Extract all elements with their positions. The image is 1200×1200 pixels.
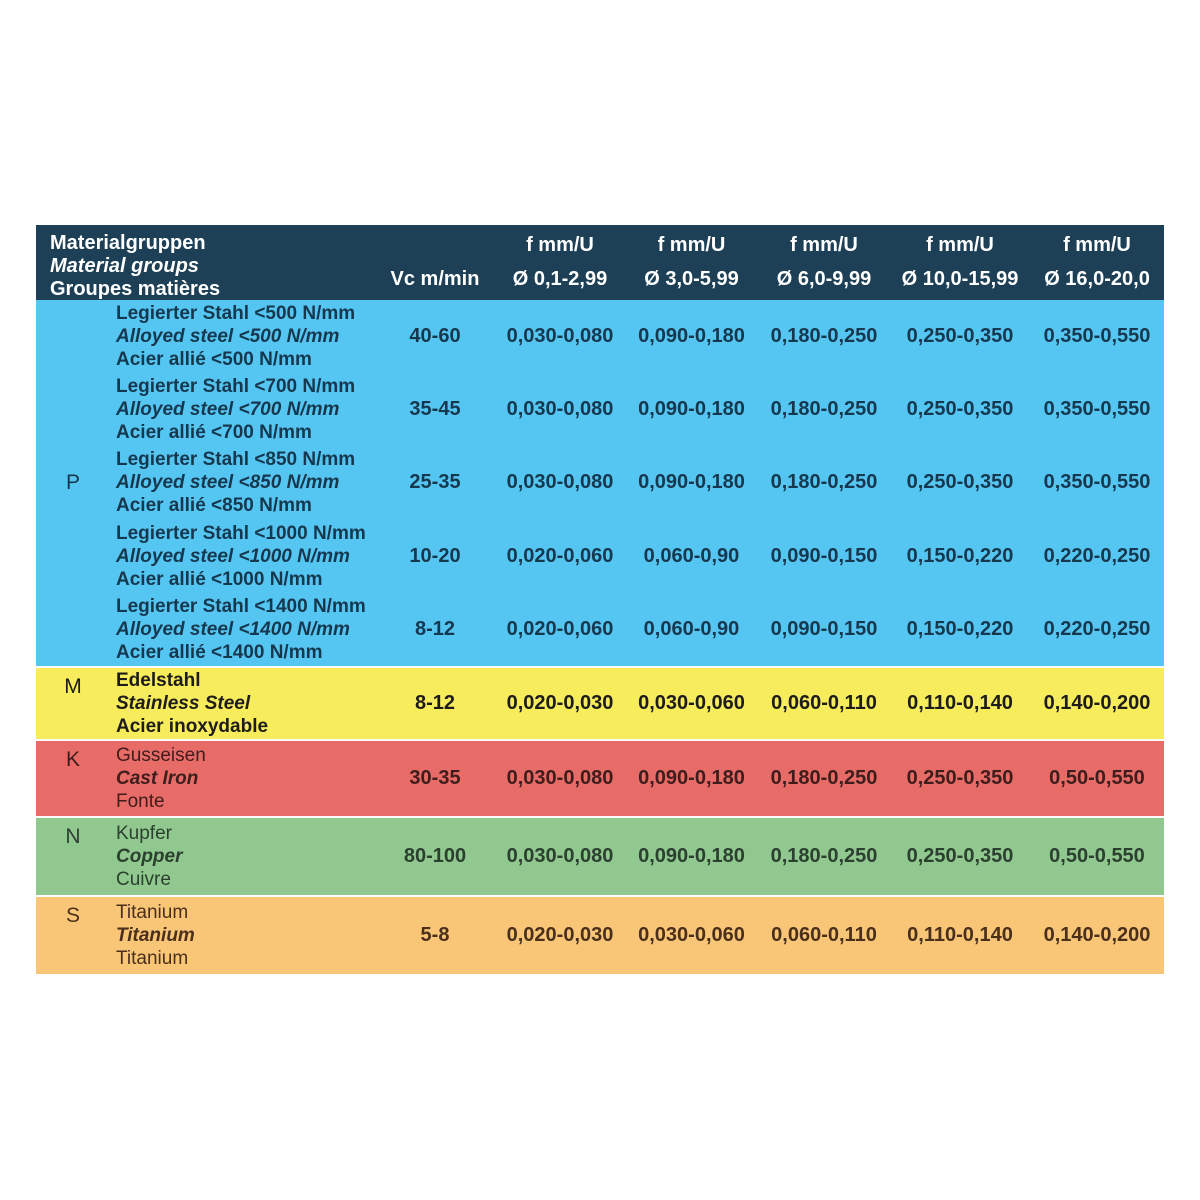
material-name-fr: Acier allié <1400 N/mm xyxy=(116,641,323,663)
vc-value: 8-12 xyxy=(414,617,456,640)
feed-value: 0,350-0,550 xyxy=(1043,325,1151,348)
feed-value: 0,060-0,90 xyxy=(643,617,740,640)
material-name-fr: Acier allié <500 N/mm xyxy=(116,349,312,371)
feed-unit-label: f mm/U xyxy=(657,234,726,256)
feed-value: 0,250-0,350 xyxy=(906,325,1014,348)
group-section-p xyxy=(36,300,1164,666)
table-row xyxy=(110,373,1164,446)
feed-value: 0,150-0,220 xyxy=(906,544,1014,567)
feed-value: 0,030-0,060 xyxy=(638,923,745,946)
group-m-rows xyxy=(110,668,1164,739)
feed-value: 0,50-0,550 xyxy=(1049,844,1145,867)
material-name-de: Titanium xyxy=(116,901,189,923)
feed-value: 0,030-0,080 xyxy=(506,325,614,348)
table-row xyxy=(110,446,1164,519)
feed-value: 0,090-0,180 xyxy=(638,766,745,789)
feed-value: 0,350-0,550 xyxy=(1043,398,1151,421)
material-name-de: Legierter Stahl <700 N/mm xyxy=(116,376,356,398)
material-name-fr: Acier allié <1000 N/mm xyxy=(116,568,323,590)
feed-value: 0,150-0,220 xyxy=(906,617,1014,640)
material-name-de: Edelstahl xyxy=(116,669,201,691)
group-letter-p: P xyxy=(65,470,80,494)
header-material-groups-title xyxy=(36,225,375,301)
table-row xyxy=(110,300,1164,373)
material-name-en: Copper xyxy=(116,845,183,867)
group-section-k xyxy=(36,741,1164,816)
header-vc-column: Vc m/min xyxy=(390,268,480,290)
material-name-fr: Fonte xyxy=(116,790,165,812)
material-name-fr: Acier inoxydable xyxy=(116,715,269,737)
group-n-rows xyxy=(110,818,1164,895)
feed-value: 0,090-0,150 xyxy=(770,544,878,567)
group-letter-k: K xyxy=(65,747,80,771)
vc-value: 25-35 xyxy=(409,471,461,494)
feed-value: 0,180-0,250 xyxy=(770,844,878,867)
feed-value: 0,50-0,550 xyxy=(1049,766,1145,789)
feed-diameter-range: Ø 10,0-15,99 xyxy=(901,268,1019,290)
material-name-fr: Acier allié <700 N/mm xyxy=(116,422,312,444)
group-section-s xyxy=(36,897,1164,974)
material-name-en: Alloyed steel <1000 N/mm xyxy=(116,545,350,567)
vc-value: 8-12 xyxy=(414,691,456,714)
feed-value: 0,090-0,180 xyxy=(638,844,745,867)
header-feed-column-3 xyxy=(758,225,890,301)
header-feed-column-4 xyxy=(890,225,1030,301)
feed-value: 0,180-0,250 xyxy=(770,766,878,789)
feed-value: 0,090-0,180 xyxy=(638,471,745,494)
feed-diameter-range: Ø 0,1-2,99 xyxy=(512,268,608,290)
feed-value: 0,060-0,110 xyxy=(771,691,877,714)
feed-diameter-range: Ø 3,0-5,99 xyxy=(644,268,739,290)
feed-value: 0,030-0,080 xyxy=(506,766,614,789)
feed-unit-label: f mm/U xyxy=(790,234,858,256)
material-name-fr: Cuivre xyxy=(116,868,171,890)
table-row xyxy=(110,668,1164,739)
feed-value: 0,220-0,250 xyxy=(1043,617,1151,640)
feed-value: 0,250-0,350 xyxy=(906,766,1014,789)
material-name-de: Legierter Stahl <1400 N/mm xyxy=(116,595,366,617)
vc-value: 10-20 xyxy=(409,544,461,567)
vc-value: 30-35 xyxy=(409,766,461,789)
feed-value: 0,350-0,550 xyxy=(1043,471,1151,494)
title-de: Materialgruppen xyxy=(50,232,206,254)
vc-value: 80-100 xyxy=(403,844,467,867)
feed-value: 0,020-0,060 xyxy=(506,617,614,640)
feed-value: 0,250-0,350 xyxy=(906,844,1014,867)
material-name-en: Stainless Steel xyxy=(116,692,251,714)
group-section-n xyxy=(36,818,1164,895)
feed-value: 0,140-0,200 xyxy=(1043,691,1151,714)
title-fr: Groupes matières xyxy=(50,278,221,300)
feed-value: 0,180-0,250 xyxy=(770,325,878,348)
feed-diameter-range: Ø 6,0-9,99 xyxy=(776,268,872,290)
table-row xyxy=(110,818,1164,895)
material-name-de: Legierter Stahl <1000 N/mm xyxy=(116,522,366,544)
vc-value: 35-45 xyxy=(409,398,461,421)
material-name-en: Alloyed steel <850 N/mm xyxy=(116,472,340,494)
feed-value: 0,250-0,350 xyxy=(906,398,1014,421)
feed-value: 0,110-0,140 xyxy=(907,923,1013,946)
material-name-de: Legierter Stahl <500 N/mm xyxy=(116,303,356,325)
table-row xyxy=(110,593,1164,666)
feed-value: 0,090-0,150 xyxy=(770,617,878,640)
feed-value: 0,030-0,060 xyxy=(638,691,745,714)
material-name-en: Alloyed steel <700 N/mm xyxy=(116,399,340,421)
group-p-rows xyxy=(110,300,1164,666)
material-name-en: Cast Iron xyxy=(116,767,199,789)
material-cell xyxy=(110,818,375,895)
material-name-en: Alloyed steel <500 N/mm xyxy=(116,326,340,348)
material-name-de: Kupfer xyxy=(116,822,172,844)
material-name-en: Titanium xyxy=(116,924,195,946)
table-row xyxy=(110,741,1164,816)
material-cell xyxy=(110,668,375,739)
header-feed-column-1 xyxy=(495,225,625,301)
feed-value: 0,020-0,030 xyxy=(506,691,614,714)
material-name-en: Alloyed steel <1400 N/mm xyxy=(116,618,350,640)
material-cell xyxy=(110,300,375,373)
material-name-fr: Acier allié <850 N/mm xyxy=(116,495,312,517)
feed-rate-table xyxy=(36,225,1164,974)
feed-value: 0,180-0,250 xyxy=(770,471,878,494)
feed-unit-label: f mm/U xyxy=(926,234,994,256)
feed-value: 0,030-0,080 xyxy=(506,398,614,421)
feed-value: 0,020-0,060 xyxy=(506,544,614,567)
material-cell xyxy=(110,446,375,519)
material-cell xyxy=(110,373,375,446)
header-feed-column-5 xyxy=(1030,225,1164,301)
table-header xyxy=(36,225,1164,300)
material-name-fr: Titanium xyxy=(116,947,189,969)
material-name-de: Gusseisen xyxy=(116,744,206,766)
material-cell xyxy=(110,897,375,974)
feed-value: 0,090-0,180 xyxy=(638,398,745,421)
feed-value: 0,250-0,350 xyxy=(906,471,1014,494)
feed-unit-label: f mm/U xyxy=(526,234,594,256)
feed-value: 0,090-0,180 xyxy=(638,325,745,348)
feed-diameter-range: Ø 16,0-20,0 xyxy=(1044,268,1150,290)
feed-value: 0,060-0,110 xyxy=(771,923,877,946)
feed-value: 0,060-0,90 xyxy=(643,544,740,567)
vc-value: 5-8 xyxy=(420,923,450,946)
vc-value: 40-60 xyxy=(409,325,461,348)
group-letter-n: N xyxy=(65,824,81,848)
group-letter-m: M xyxy=(64,674,82,698)
header-feed-column-2 xyxy=(625,225,758,301)
group-letter-s: S xyxy=(65,903,80,927)
material-name-de: Legierter Stahl <850 N/mm xyxy=(116,449,356,471)
feed-value: 0,220-0,250 xyxy=(1043,544,1151,567)
feed-value: 0,020-0,030 xyxy=(506,923,614,946)
material-cell xyxy=(110,520,375,593)
material-cell xyxy=(110,593,375,666)
title-en: Material groups xyxy=(50,255,199,277)
table-row xyxy=(110,897,1164,974)
feed-value: 0,030-0,080 xyxy=(506,471,614,494)
group-s-rows xyxy=(110,897,1164,974)
feed-unit-label: f mm/U xyxy=(1063,234,1131,256)
feed-value: 0,180-0,250 xyxy=(770,398,878,421)
feed-value: 0,030-0,080 xyxy=(506,844,614,867)
material-cell xyxy=(110,741,375,816)
group-section-m xyxy=(36,668,1164,739)
group-k-rows xyxy=(110,741,1164,816)
table-row xyxy=(110,520,1164,593)
feed-value: 0,110-0,140 xyxy=(907,691,1013,714)
feed-value: 0,140-0,200 xyxy=(1043,923,1151,946)
